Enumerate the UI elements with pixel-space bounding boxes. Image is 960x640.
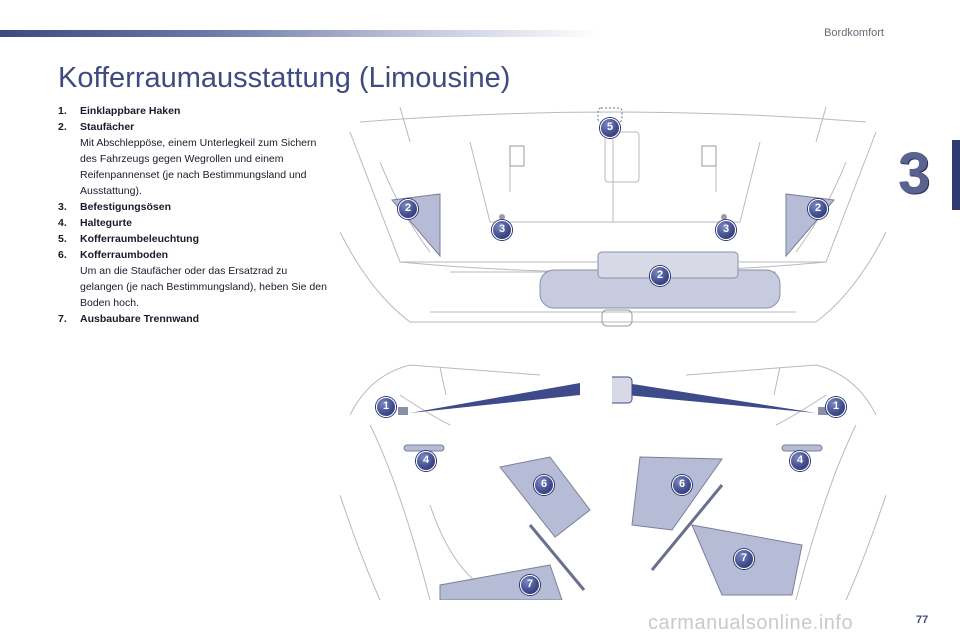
callout-badge: 7 — [520, 575, 540, 595]
legend-label: Ausbaubare Trennwand — [80, 313, 200, 325]
legend-number: 6. — [58, 249, 67, 261]
legend-item — [58, 199, 330, 215]
callout-badge: 2 — [398, 199, 418, 219]
legend-number: 7. — [58, 313, 67, 325]
callout-badge: 5 — [600, 118, 620, 138]
callout-badge: 1 — [826, 397, 846, 417]
header-gradient-bar — [0, 30, 600, 37]
legend-label: Haltegurte — [80, 217, 132, 229]
legend-number: 5. — [58, 233, 67, 245]
legend-label: Staufächer — [80, 121, 135, 133]
chapter-tab — [952, 140, 960, 210]
callout-badge: 2 — [808, 199, 828, 219]
legend-item — [58, 103, 330, 119]
trunk-left-side-illustration — [340, 355, 614, 600]
legend-label: Kofferraumboden — [80, 249, 169, 261]
legend-description: Mit Abschleppöse, einem Unterlegkeil zum Sichern des Fahrzeugs gegen Wegrollen und einem Reifenpannenset (je nach Bestimmungsland und Ausstattung). — [80, 137, 317, 197]
page-number: 77 — [916, 614, 929, 626]
legend-number: 1. — [58, 105, 67, 117]
legend-item — [58, 215, 330, 231]
legend-item — [58, 119, 330, 199]
callout-badge: 1 — [376, 397, 396, 417]
callout-badge: 2 — [650, 266, 670, 286]
legend-number: 3. — [58, 201, 67, 213]
legend-list — [58, 103, 330, 327]
legend-item — [58, 311, 330, 327]
chapter-number: 3 — [898, 141, 929, 206]
callout-badge: 6 — [534, 475, 554, 495]
legend-label: Kofferraumbeleuchtung — [80, 233, 200, 245]
callout-badge: 3 — [716, 220, 736, 240]
legend-number: 4. — [58, 217, 67, 229]
legend-item — [58, 231, 330, 247]
watermark: carmanualsonline.info — [648, 612, 854, 634]
callout-badge: 6 — [672, 475, 692, 495]
legend-item — [58, 247, 330, 311]
trunk-right-side-illustration — [612, 355, 886, 600]
legend-label: Einklappbare Haken — [80, 105, 181, 117]
page-title: Kofferraumausstattung (Limousine) — [58, 62, 511, 94]
callout-badge: 3 — [492, 220, 512, 240]
legend-description: Um an die Staufächer oder das Ersatzrad zu gelangen (je nach Bestimmungsland), heben Sie den Boden hoch. — [80, 265, 327, 309]
callout-badge: 7 — [734, 549, 754, 569]
section-label: Bordkomfort — [824, 27, 884, 39]
legend-label: Befestigungsösen — [80, 201, 172, 213]
legend-number: 2. — [58, 121, 67, 133]
trunk-left-drawing — [340, 355, 614, 600]
callout-badge: 4 — [790, 451, 810, 471]
trunk-overview-drawing — [340, 102, 886, 342]
callout-badge: 4 — [416, 451, 436, 471]
trunk-overview-illustration — [340, 102, 886, 342]
